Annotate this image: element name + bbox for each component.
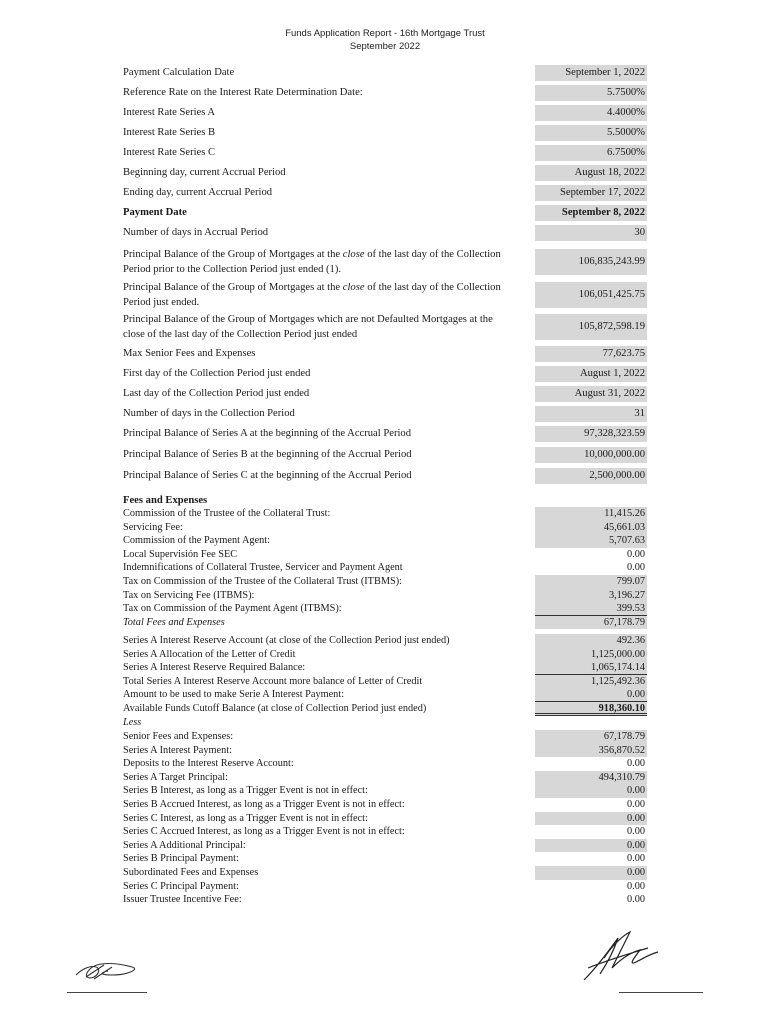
row-value: August 18, 2022 xyxy=(535,165,647,181)
row-days-collection xyxy=(123,406,647,422)
available-funds-value: 918,360.10 xyxy=(535,702,647,716)
row-value: 5.7500% xyxy=(535,85,647,101)
waterfall-value: 0.00 xyxy=(535,866,647,880)
row-label: Interest Rate Series A xyxy=(123,107,216,118)
fee-line xyxy=(123,561,647,575)
row-principal-period-ended xyxy=(123,280,647,310)
fee-value: 11,415.26 xyxy=(535,507,647,521)
row-interest-rate-a xyxy=(123,105,647,121)
waterfall-line xyxy=(123,825,647,839)
reserve-label: Series A Interest Reserve Account (at close of the Collection Period just ended) xyxy=(123,635,450,646)
waterfall-line xyxy=(123,852,647,866)
waterfall-line xyxy=(123,798,647,812)
waterfall-line xyxy=(123,744,647,758)
fee-label: Tax on Servicing Fee (ITBMS): xyxy=(123,589,255,601)
waterfall-line xyxy=(123,784,647,798)
waterfall-line xyxy=(123,839,647,853)
reserve-line xyxy=(123,634,647,648)
row-value: September 17, 2022 xyxy=(535,185,647,201)
row-value: 6.7500% xyxy=(535,145,647,161)
reserve-value: 492.36 xyxy=(535,634,647,648)
row-principal-not-defaulted xyxy=(123,312,647,342)
row-value: 5.5000% xyxy=(535,125,647,141)
row-value: September 8, 2022 xyxy=(535,205,647,221)
waterfall-line xyxy=(123,771,647,785)
waterfall-label: Deposits to the Interest Reserve Account: xyxy=(123,758,294,770)
row-label: Max Senior Fees and Expenses xyxy=(123,348,256,359)
fee-line xyxy=(123,521,647,535)
row-value: 77,623.75 xyxy=(535,346,647,362)
row-value: 10,000,000.00 xyxy=(535,447,647,463)
report-period: September 2022 xyxy=(349,41,421,52)
row-value: 4.4000% xyxy=(535,105,647,121)
fee-line xyxy=(123,548,647,562)
right-signature-line xyxy=(619,992,703,993)
row-beginning-accrual xyxy=(123,165,647,181)
waterfall-value: 0.00 xyxy=(626,894,645,906)
row-label-part: Principal Balance of the Group of Mortgages at the xyxy=(123,282,343,293)
reserve-value: 0.00 xyxy=(535,688,647,702)
row-days-accrual xyxy=(123,225,647,241)
waterfall-label: Issuer Trustee Incentive Fee: xyxy=(123,894,242,906)
left-signature-line xyxy=(67,992,147,993)
row-value: August 31, 2022 xyxy=(535,386,647,402)
reserve-label: Total Series A Interest Reserve Account more balance of Letter of Credit xyxy=(123,675,423,687)
row-label-part: of the last day of the Collection Period prior to the Collection Period just ended (1). xyxy=(123,249,501,275)
fee-value: 399.53 xyxy=(535,602,647,616)
row-label: Payment Date xyxy=(123,207,187,218)
row-value: 30 xyxy=(535,225,647,241)
waterfall-line xyxy=(123,866,647,880)
reserve-value: 1,125,000.00 xyxy=(535,648,647,662)
row-first-day-collection xyxy=(123,366,647,382)
row-label: Last day of the Collection Period just ended xyxy=(123,388,310,399)
waterfall-label: Senior Fees and Expenses: xyxy=(123,731,234,742)
right-signature-icon xyxy=(578,928,668,984)
fee-value: 5,707.63 xyxy=(535,534,647,548)
row-value: 97,328,323.59 xyxy=(535,426,647,442)
row-label: Interest Rate Series B xyxy=(123,127,216,138)
fee-line xyxy=(123,589,647,603)
fee-total-line xyxy=(123,616,647,630)
waterfall-value: 0.00 xyxy=(626,758,645,770)
row-label: Number of days in Accrual Period xyxy=(123,227,269,238)
fee-label: Tax on Commission of the Payment Agent (ITBMS): xyxy=(123,603,342,615)
left-signature-icon xyxy=(68,955,148,985)
row-label: Interest Rate Series C xyxy=(123,147,216,158)
row-value: 106,835,243.99 xyxy=(535,249,647,275)
fee-value: 0.00 xyxy=(626,562,645,574)
row-payment-date xyxy=(123,205,647,221)
waterfall-label: Series C Accrued Interest, as long as a Trigger Event is not in effect: xyxy=(123,826,405,838)
fee-label: Local Supervisión Fee SEC xyxy=(123,548,238,560)
waterfall-value: 356,870.52 xyxy=(535,744,647,758)
row-label xyxy=(123,247,503,277)
reserve-line xyxy=(123,675,647,689)
row-value: 106,051,425.75 xyxy=(535,282,647,308)
row-label-emphasis: close xyxy=(342,249,365,260)
available-funds-label: Available Funds Cutoff Balance (at close of Collection Period just ended) xyxy=(123,703,427,714)
waterfall-label: Series B Principal Payment: xyxy=(123,853,239,865)
waterfall-label: Series B Accrued Interest, as long as a Trigger Event is not in effect: xyxy=(123,799,405,810)
waterfall-label: Series C Principal Payment: xyxy=(123,880,239,892)
row-label-part: of the last day of the Collection Period just ended. xyxy=(123,282,501,308)
row-balance-series-c xyxy=(123,468,647,484)
reserve-label: Series A Allocation of the Letter of Credit xyxy=(123,648,296,660)
row-label: Principal Balance of Series A at the beginning of the Accrual Period xyxy=(123,428,412,439)
fee-label: Servicing Fee: xyxy=(123,521,183,533)
row-label: Beginning day, current Accrual Period xyxy=(123,167,286,178)
waterfall-value: 0.00 xyxy=(535,784,647,798)
row-principal-prior-period xyxy=(123,247,647,277)
reserve-line xyxy=(123,648,647,662)
row-label: First day of the Collection Period just ended xyxy=(123,368,311,379)
less-label: Less xyxy=(123,716,142,728)
row-max-senior-fees xyxy=(123,346,647,362)
row-value: August 1, 2022 xyxy=(535,366,647,382)
row-label: Principal Balance of the Group of Mortgages which are not Defaulted Mortgages at the close of the last day of the Collection Period just ended xyxy=(123,314,493,340)
row-label: Number of days in the Collection Period xyxy=(123,408,295,419)
waterfall-value: 494,310.79 xyxy=(535,771,647,785)
fee-label: Commission of the Payment Agent: xyxy=(123,535,271,547)
row-label: Reference Rate on the Interest Rate Determination Date: xyxy=(123,87,363,98)
reserve-label: Series A Interest Reserve Required Balance: xyxy=(123,662,306,674)
row-label xyxy=(123,280,503,310)
less-line xyxy=(123,716,647,730)
waterfall-value: 67,178.79 xyxy=(535,730,647,744)
row-interest-rate-c xyxy=(123,145,647,161)
reserve-value: 1,065,174.14 xyxy=(535,661,647,675)
reserve-line xyxy=(123,688,647,702)
row-value: September 1, 2022 xyxy=(535,65,647,81)
waterfall-line xyxy=(123,893,647,907)
waterfall-value: 0.00 xyxy=(626,880,645,892)
report-title: Funds Application Report - 16th Mortgage Trust xyxy=(285,28,485,39)
waterfall-label: Series A Additional Principal: xyxy=(123,839,246,851)
fee-value: 799.07 xyxy=(535,575,647,589)
row-payment-calculation-date xyxy=(123,65,647,81)
fee-value: 0.00 xyxy=(626,548,645,560)
fee-label: Tax on Commission of the Trustee of the Collateral Trust (ITBMS): xyxy=(123,576,403,587)
waterfall-line xyxy=(123,812,647,826)
row-label: Ending day, current Accrual Period xyxy=(123,187,273,198)
fee-value: 3,196.27 xyxy=(535,589,647,603)
waterfall-value: 0.00 xyxy=(626,853,645,865)
row-value: 105,872,598.19 xyxy=(535,314,647,340)
row-balance-series-b xyxy=(123,447,647,463)
waterfall-label: Subordinated Fees and Expenses xyxy=(123,867,259,878)
row-last-day-collection xyxy=(123,386,647,402)
row-reference-rate xyxy=(123,85,647,101)
waterfall-value: 0.00 xyxy=(626,799,645,810)
waterfall-label: Series A Target Principal: xyxy=(123,771,228,783)
row-label: Payment Calculation Date xyxy=(123,67,235,78)
waterfall-label: Series C Interest, as long as a Trigger Event is not in effect: xyxy=(123,812,368,824)
waterfall-label: Series B Interest, as long as a Trigger Event is not in effect: xyxy=(123,785,368,797)
fee-label: Indemnifications of Collateral Trustee, Servicer and Payment Agent xyxy=(123,562,403,574)
row-ending-accrual xyxy=(123,185,647,201)
waterfall-value: 0.00 xyxy=(535,812,647,826)
report-header xyxy=(0,27,770,53)
waterfall-value: 0.00 xyxy=(626,826,645,838)
available-funds-line xyxy=(123,702,647,716)
fee-line xyxy=(123,534,647,548)
row-label-emphasis: close xyxy=(342,282,365,293)
row-value: 2,500,000.00 xyxy=(535,468,647,484)
fees-section-title: Fees and Expenses xyxy=(123,495,208,506)
row-label: Principal Balance of Series C at the beginning of the Accrual Period xyxy=(123,470,412,481)
waterfall-label: Series A Interest Payment: xyxy=(123,744,232,756)
reserve-value: 1,125,492.36 xyxy=(535,675,647,689)
fee-label: Commission of the Trustee of the Collateral Trust: xyxy=(123,508,331,519)
waterfall-line xyxy=(123,880,647,894)
fee-value: 45,661.03 xyxy=(535,521,647,535)
waterfall-value: 0.00 xyxy=(535,839,647,853)
row-interest-rate-b xyxy=(123,125,647,141)
fee-line xyxy=(123,507,647,521)
fee-total-value: 67,178.79 xyxy=(535,616,647,630)
row-label-part: Principal Balance of the Group of Mortgages at the xyxy=(123,249,343,260)
row-value: 31 xyxy=(535,406,647,422)
fee-line xyxy=(123,602,647,616)
reserve-line xyxy=(123,661,647,675)
fee-line xyxy=(123,575,647,589)
fee-total-label: Total Fees and Expenses xyxy=(123,616,225,628)
row-label: Principal Balance of Series B at the beginning of the Accrual Period xyxy=(123,449,412,460)
row-balance-series-a xyxy=(123,426,647,442)
waterfall-line xyxy=(123,757,647,771)
waterfall-line xyxy=(123,730,647,744)
reserve-label: Amount to be used to make Serie A Interest Payment: xyxy=(123,689,345,701)
